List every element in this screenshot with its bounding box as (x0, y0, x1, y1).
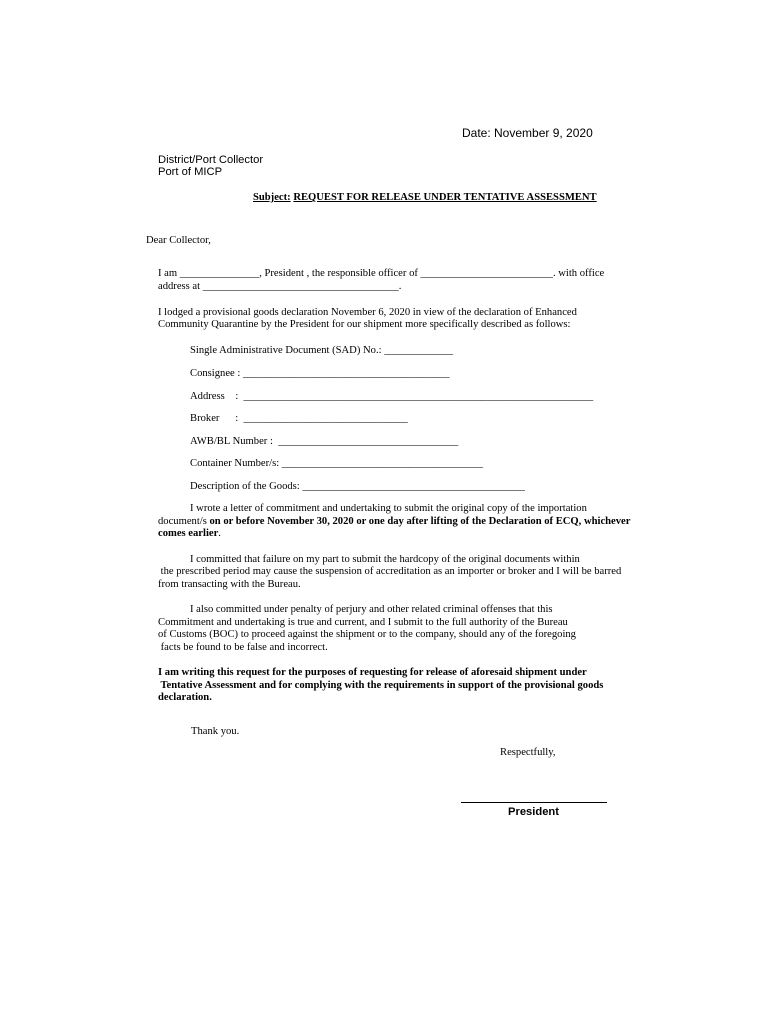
salutation: Dear Collector, (146, 235, 211, 246)
request-line-2: Tentative Assessment and for complying with the requirements in support of the provisional goods (158, 680, 604, 691)
commitment3-line-2: Commitment and undertaking is true and current, and I submit to the full authority of the Bureau (158, 617, 568, 628)
commitment2-line-2: the prescribed period may cause the suspension of accreditation as an importer or broker and I will be barred (158, 566, 622, 577)
field-broker: Broker : _______________________________ (190, 413, 408, 424)
respectfully: Respectfully, (500, 747, 556, 758)
declaration-line-1: I lodged a provisional goods declaration November 6, 2020 in view of the declaration of Enhanced (158, 307, 577, 318)
subject-line (253, 192, 597, 204)
letter-date: Date: November 9, 2020 (462, 126, 593, 140)
commitment1-line-1: I wrote a letter of commitment and undertaking to submit the original copy of the importation (190, 503, 587, 514)
commitment1-line-2-plain: document/s (158, 516, 210, 527)
declaration-line-2: Community Quarantine by the President for our shipment more specifically described as follows: (158, 319, 571, 330)
commitment3-line-4: facts be found to be false and incorrect. (158, 642, 328, 653)
commitment1-line-3-plain: . (218, 528, 221, 539)
commitment1-deadline-bold: on or before November 30, 2020 or one day after lifting of the Declaration of ECQ, whichever (209, 516, 631, 527)
field-awb-bl-number: AWB/BL Number : __________________________________ (190, 436, 459, 447)
intro-line-2: address at _____________________________________. (158, 281, 402, 292)
commitment3-line-1: I also committed under penalty of perjury and other related criminal offenses that this (190, 604, 553, 615)
subject-label: Subject: (253, 192, 291, 203)
commitment3-line-3: of Customs (BOC) to proceed against the shipment or to the company, should any of the foregoing (158, 629, 576, 640)
commitment2-line-1: I committed that failure on my part to submit the hardcopy of the original documents within (190, 554, 580, 565)
commitment2-line-3: from transacting with the Bureau. (158, 579, 301, 590)
signature-line (461, 802, 607, 803)
thank-you: Thank you. (191, 726, 240, 737)
subject-text: REQUEST FOR RELEASE UNDER TENTATIVE ASSESSMENT (293, 192, 597, 203)
commitment1-line-3-bold: comes earlier (158, 528, 219, 539)
field-address: Address : __________________________________________________________________ (190, 391, 594, 402)
field-sad-number: Single Administrative Document (SAD) No.: _____________ (190, 345, 454, 356)
field-container-numbers: Container Number/s: ______________________________________ (190, 458, 484, 469)
request-line-3: declaration. (158, 692, 212, 703)
field-consignee: Consignee : _______________________________________ (190, 368, 450, 379)
intro-line-1: I am _______________, President , the responsible officer of _________________________. with office (158, 268, 605, 279)
commitment1-line-3 (158, 528, 221, 540)
commitment1-line-2 (158, 516, 630, 528)
signatory-title: President (508, 806, 559, 818)
field-description-goods: Description of the Goods: __________________________________________ (190, 481, 525, 492)
request-line-1: I am writing this request for the purposes of requesting for release of aforesaid shipment under (158, 667, 587, 678)
recipient-line-2: Port of MICP (158, 166, 223, 178)
recipient-line-1: District/Port Collector (158, 154, 264, 166)
